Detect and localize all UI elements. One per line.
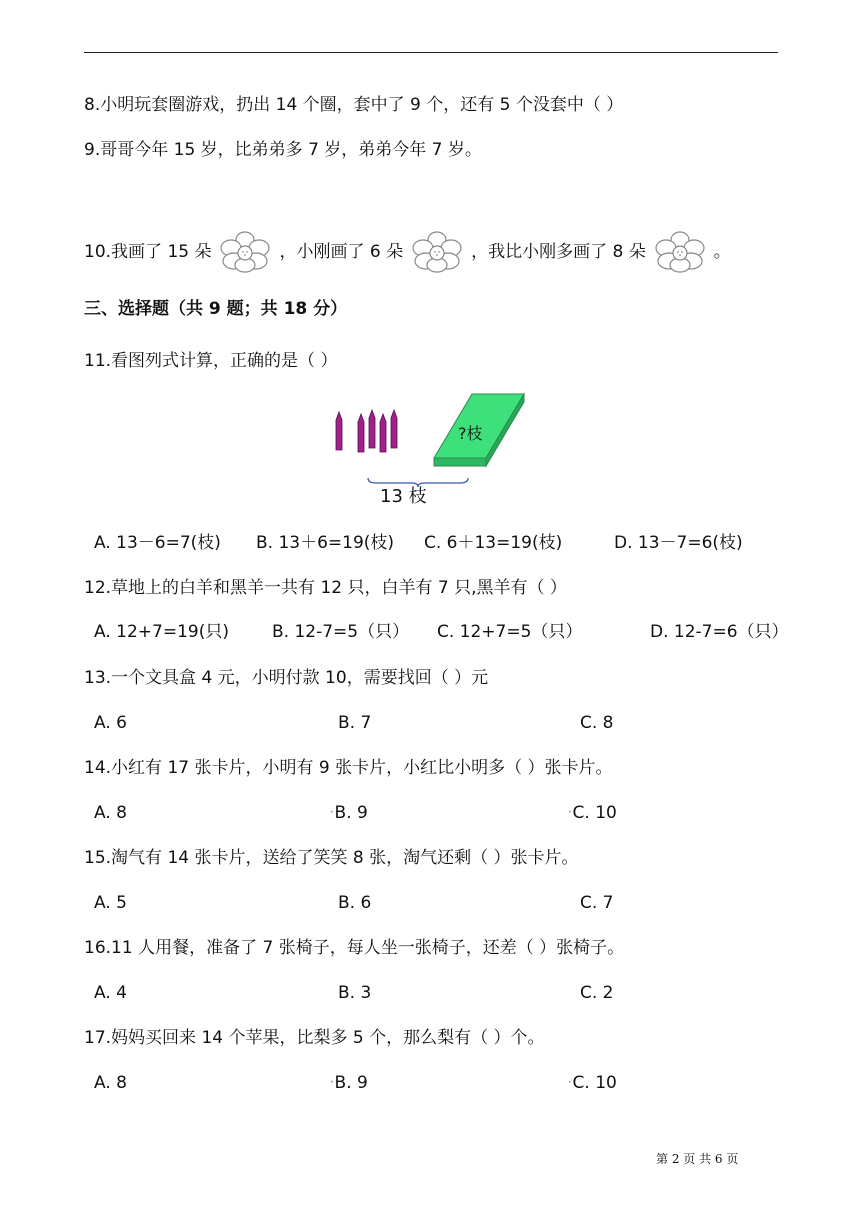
q11-option-d: D. 13－7=6(枝) xyxy=(614,533,743,553)
q14-option-a: A. 8 xyxy=(94,803,127,823)
question-15: 15.淘气有 14 张卡片，送给了笑笑 8 张，淘气还剩（ ）张卡片。 xyxy=(84,848,579,868)
flower-icon xyxy=(409,230,465,274)
bullet-dot-icon: • xyxy=(330,809,334,816)
page-footer: 第 2 页 共 6 页 xyxy=(656,1152,739,1166)
q16-option-a: A. 4 xyxy=(94,983,127,1003)
question-9: 9.哥哥今年 15 岁，比弟弟多 7 岁，弟弟今年 7 岁。 xyxy=(84,140,482,160)
bullet-dot-icon: • xyxy=(330,1079,334,1086)
q12-option-a: A. 12+7=19(只) xyxy=(94,622,229,642)
question-11: 11.看图列式计算，正确的是（ ） xyxy=(84,351,338,371)
question-8: 8.小明玩套圈游戏，扔出 14 个圈，套中了 9 个，还有 5 个没套中（ ） xyxy=(84,95,624,115)
q13-option-a: A. 6 xyxy=(94,713,127,733)
question-16: 16.11 人用餐，准备了 7 张椅子，每人坐一张椅子，还差（ ）张椅子。 xyxy=(84,938,625,958)
q10-part3: ，我比小刚多画了 8 朵 xyxy=(471,242,646,262)
question-17: 17.妈妈买回来 14 个苹果，比梨多 5 个，那么梨有（ ）个。 xyxy=(84,1028,545,1048)
q12-option-b: B. 12-7=5（只） xyxy=(272,622,410,642)
q17-option-b: •B. 9 xyxy=(330,1073,368,1093)
pencils-figure xyxy=(332,408,412,456)
question-10 xyxy=(84,228,731,276)
q13-option-c: C. 8 xyxy=(580,713,614,733)
flower-icon xyxy=(217,230,273,274)
bullet-dot-icon: • xyxy=(568,1079,572,1086)
question-12: 12.草地上的白羊和黑羊一共有 12 只，白羊有 7 只,黑羊有（ ） xyxy=(84,578,567,598)
q10-part2: ，小刚画了 6 朵 xyxy=(279,242,404,262)
q12-option-c: C. 12+7=5（只） xyxy=(437,622,583,642)
bullet-dot-icon: • xyxy=(568,809,572,816)
q15-option-b: B. 6 xyxy=(338,893,372,913)
q17-option-a: A. 8 xyxy=(94,1073,127,1093)
total-label: 13 枝 xyxy=(380,486,427,507)
q17-option-c: •C. 10 xyxy=(568,1073,617,1093)
box-label: ?枝 xyxy=(458,424,483,443)
section-3-title: 三、选择题（共 9 题；共 18 分） xyxy=(84,299,348,319)
q10-part1: 10.我画了 15 朵 xyxy=(84,242,212,262)
flower-icon xyxy=(652,230,708,274)
question-13: 13.一个文具盒 4 元，小明付款 10，需要找回（ ）元 xyxy=(84,668,489,688)
q16-option-b: B. 3 xyxy=(338,983,372,1003)
q16-option-c: C. 2 xyxy=(580,983,614,1003)
q13-option-b: B. 7 xyxy=(338,713,372,733)
q15-option-a: A. 5 xyxy=(94,893,127,913)
q12-option-d: D. 12-7=6（只） xyxy=(650,622,789,642)
q11-option-c: C. 6＋13=19(枝) xyxy=(424,533,563,553)
q10-part4: 。 xyxy=(713,242,731,262)
q14-option-c: •C. 10 xyxy=(568,803,617,823)
q11-option-a: A. 13－6=7(枝) xyxy=(94,533,221,553)
header-rule xyxy=(84,52,778,53)
question-14: 14.小红有 17 张卡片，小明有 9 张卡片，小红比小明多（ ）张卡片。 xyxy=(84,758,613,778)
q14-option-b: •B. 9 xyxy=(330,803,368,823)
q11-option-b: B. 13＋6=19(枝) xyxy=(256,533,395,553)
q15-option-c: C. 7 xyxy=(580,893,614,913)
